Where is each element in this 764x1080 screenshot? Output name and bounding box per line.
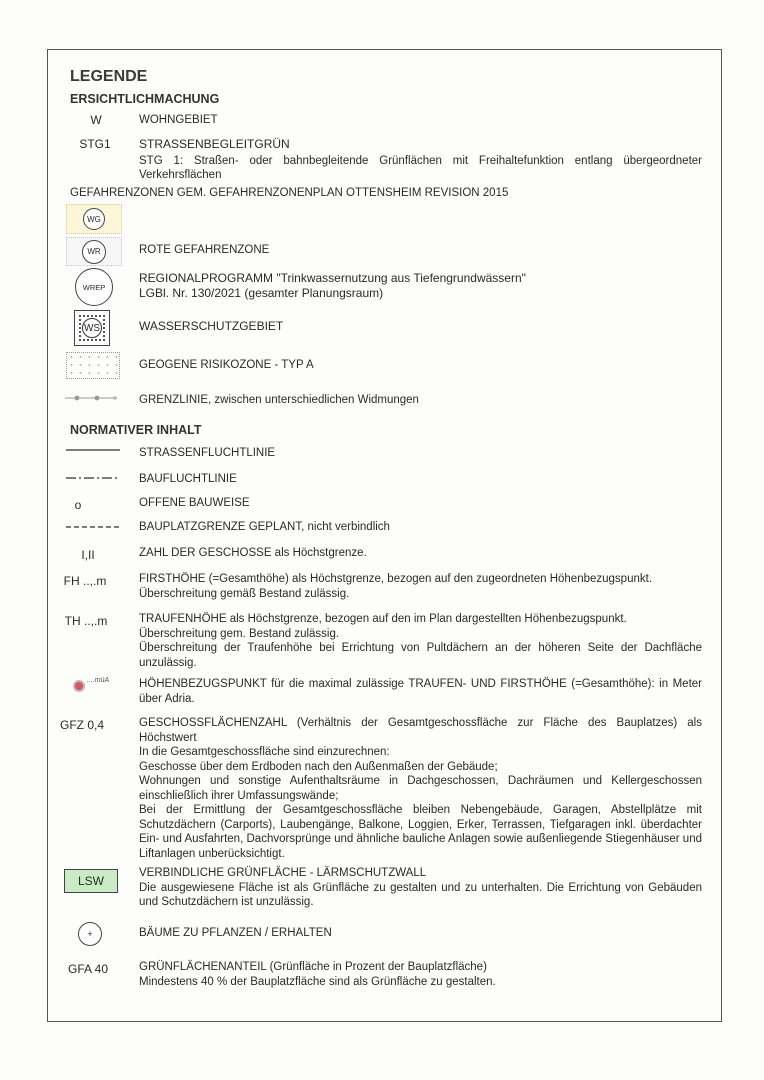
geogene-risikozone-symbol (66, 352, 120, 379)
gfz-line-5: Bei der Ermittlung der Gesamtgeschossfläche bleiben Nebengebäude, Garagen, Abstellplätze mit Schutzdächern (Carports), Laubengänge, Balkone, Loggien, Erker, Terrassen, Tiefgaragen inkl. überdachter Ein- und Ausfahrten, Dachvorsprünge und ähnliche bauliche Anlagen sowie außenliegende Stiegenhäuser und Liftanlagen unberücksichtigt. (139, 804, 702, 860)
geogene-risikozone-label: GEOGENE RISIKOZONE - TYP A (139, 359, 314, 371)
tree-icon: + (78, 922, 102, 946)
ws-symbol-box (74, 310, 110, 346)
gfz-line-2: In die Gesamtgeschossfläche sind einzurechnen: (139, 746, 390, 758)
wg-symbol-box (66, 204, 122, 234)
wr-zone-icon: WR (82, 240, 106, 264)
wrep-line-2: LGBl. Nr. 130/2021 (gesamter Planungsraum) (139, 286, 384, 300)
wohngebiet-label: WOHNGEBIET (139, 114, 218, 126)
wrep-line-1: REGIONALPROGRAMM "Trinkwassernutzung aus Tiefengrundwässern" (139, 271, 526, 285)
traufenhoehe-entry (139, 612, 702, 670)
lsw-symbol: LSW (64, 869, 118, 893)
bauplatzgrenze-symbol (66, 523, 120, 531)
code-gfz: GFZ 0,4 (59, 718, 104, 732)
legend-title: LEGENDE (70, 68, 148, 85)
wasserschutzgebiet-label: WASSERSCHUTZGEBIET (139, 319, 284, 333)
firsthoehe-line-2: Überschreitung gemäß Bestand zulässig. (139, 587, 350, 600)
grenzlinie-label: GRENZLINIE, zwischen unterschiedlichen Widmungen (139, 394, 419, 406)
lsw-entry (139, 866, 702, 910)
traufenhoehe-line-2: Überschreitung gem. Bestand zulässig. (139, 627, 340, 640)
wrep-zone-icon: WREP (75, 268, 113, 306)
offene-bauweise-label: OFFENE BAUWEISE (139, 497, 250, 509)
section-heading-normativer-inhalt: NORMATIVER INHALT (70, 423, 202, 437)
code-traufenhoehe: TH ..,.m (64, 614, 108, 628)
section-heading-ersichtlichmachung: ERSICHTLICHMACHUNG (70, 92, 220, 106)
wr-symbol-box (66, 237, 122, 266)
wg-zone-icon: WG (83, 208, 105, 230)
firsthoehe-entry (139, 572, 702, 601)
grenzlinie-dot (95, 396, 100, 401)
code-gfa: GFA 40 (67, 962, 109, 976)
gfz-line-3: Geschosse über dem Erdboden nach den Außenmaßen der Gebäude; (139, 760, 498, 773)
lsw-line-2: Die ausgewiesene Fläche ist als Grünfläche zu gestalten und zu unterhalten. Die Errichtung von Gebäuden und Schutzdächern ist unzulässig. (139, 881, 702, 908)
zahl-der-geschosse-label: ZAHL DER GESCHOSSE als Höchstgrenze. (139, 547, 367, 559)
ws-inner-frame (79, 315, 105, 341)
lsw-line-1: VERBINDLICHE GRÜNFLÄCHE - LÄRMSCHUTZWALL (139, 867, 427, 879)
code-stg1: STG1 (79, 137, 111, 151)
code-offene-bauweise: o (74, 498, 82, 512)
stg1-description: STG 1: Straßen- oder bahnbegleitende Grünflächen mit Freihaltefunktion entlang übergeordneter Verkehrsflächen (139, 154, 702, 181)
code-firsthoehe: FH ..,.m (63, 574, 107, 588)
bauplatzgrenze-label: BAUPLATZGRENZE GEPLANT, nicht verbindlich (139, 521, 390, 533)
gfz-line-4: Wohnungen und sonstige Aufenthaltsräume in Dachgeschossen, Dachräumen und Kellergeschossen einschließlich ihrer Umfassungswände; (139, 775, 702, 802)
traufenhoehe-line-1: TRAUFENHÖHE als Höchstgrenze, bezogen auf den im Plan dargestellten Höhenbezugspunkt. (139, 613, 627, 625)
gfa-line-2: Mindestens 40 % der Bauplatzfläche sind als Grünfläche zu gestalten. (139, 975, 496, 988)
strassenfluchtlinie-symbol (66, 446, 120, 454)
rote-gefahrenzone-label: ROTE GEFAHRENZONE (139, 244, 270, 256)
ws-zone-icon: WS (82, 318, 102, 338)
grenzlinie-dot (113, 396, 117, 400)
traufenhoehe-line-3: Überschreitung der Traufenhöhe bei Errichtung von Pultdächern an der höheren Seite der Dachfläche unzulässig. (139, 642, 702, 669)
hoehenbezugspunkt-marker (73, 680, 85, 692)
wrep-entry (139, 271, 702, 301)
stg1-entry (139, 137, 702, 183)
baufluchtlinie-label: BAUFLUCHTLINIE (139, 473, 237, 485)
grenzlinie-dot (75, 396, 80, 401)
stg1-label: STRASSENBEGLEITGRÜN (139, 137, 290, 151)
hoehenbezugspunkt-text: HÖHENBEZUGSPUNKT für die maximal zulässige TRAUFEN- UND FIRSTHÖHE (=Gesamthöhe): in Meter über Adria. (139, 678, 702, 705)
gfz-line-1: GESCHOSSFLÄCHENZAHL (Verhältnis der Gesamtgeschossfläche zur Fläche des Bauplatzes) als Höchstwert (139, 717, 702, 744)
gfa-line-1: GRÜNFLÄCHENANTEIL (Grünfläche in Prozent der Bauplatzfläche) (139, 961, 487, 973)
firsthoehe-line-1: FIRSTHÖHE (=Gesamthöhe) als Höchstgrenze, bezogen auf den zugeordneten Höhenbezugspunkt. (139, 573, 653, 585)
gfa-entry (139, 960, 702, 989)
strassenfluchtlinie-label: STRASSENFLUCHTLINIE (139, 447, 276, 459)
baeume-label: BÄUME ZU PFLANZEN / ERHALTEN (139, 927, 332, 939)
gfz-entry (139, 716, 702, 861)
grenzlinie-symbol (63, 393, 119, 403)
code-w: W (90, 113, 102, 127)
hoehenbezugspunkt-unit-label: ....müA (87, 677, 110, 684)
gefahrenzonen-heading: GEFAHRENZONEN GEM. GEFAHRENZONENPLAN OTTENSHEIM REVISION 2015 (70, 187, 509, 199)
code-zahl-der-geschosse: I,II (81, 548, 95, 562)
baufluchtlinie-symbol (66, 474, 120, 482)
